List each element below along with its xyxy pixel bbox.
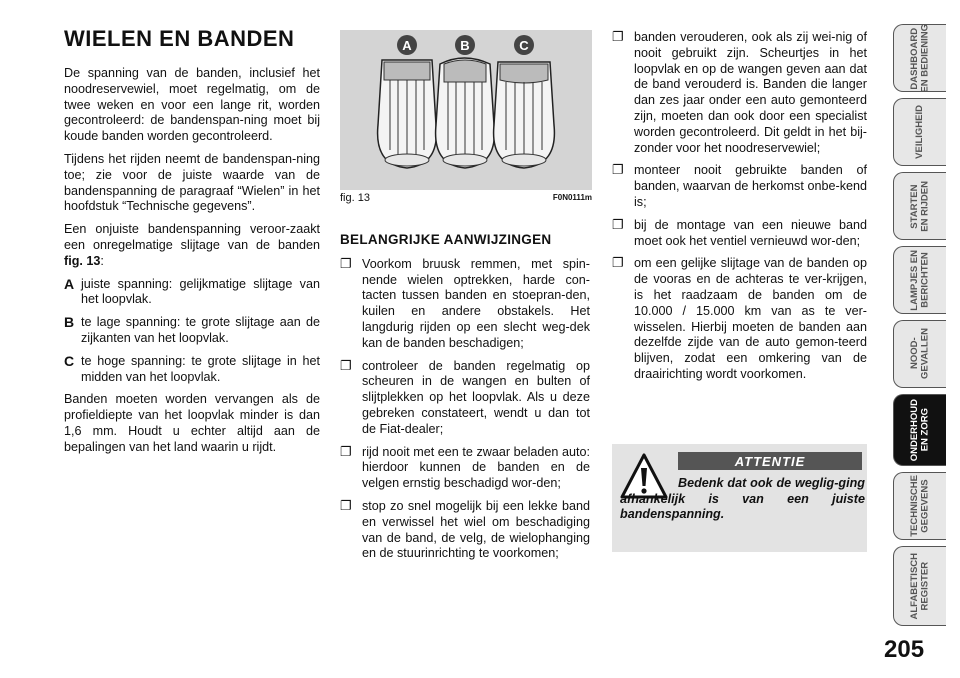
tire-a (378, 60, 437, 168)
paragraph: De spanning van de banden, inclusief het noodreservewiel, moet regelmatig, om de twee weken en voor een lange rit, worden gecontroleerd: de bandenspan-ning moet bij koude banden worden gecontroleerd. (64, 66, 320, 144)
tab-technische-gegevens[interactable] (893, 472, 946, 540)
list-item-text: stop zo snel mogelijk bij een lekke band en verwissel het wiel om beschadiging van de band, de velg, de wielophanging en de stuurinrichting te voorkomen; (362, 498, 590, 561)
tab-lampjes[interactable] (893, 246, 946, 314)
tab-label: ALFABETISCH REGISTER (908, 552, 930, 620)
figure-caption (340, 192, 592, 204)
paragraph-text: Een onjuiste bandenspanning veroor-zaakt een onregelmatige slijtage van de banden (64, 222, 320, 252)
tire-wear-figure (340, 30, 592, 190)
continued-column (612, 30, 867, 390)
list-item (340, 445, 590, 492)
page-title: WIELEN EN BANDEN (64, 26, 295, 51)
list-item (612, 256, 867, 382)
list-item (340, 499, 590, 562)
checkbox-bullet-icon: ❐ (340, 497, 352, 513)
intro-column (64, 66, 320, 463)
label-item (64, 277, 320, 309)
warning-text: Bedenk dat ook de weglig-ging afhankelijk is van een juiste bandenspanning. (620, 476, 865, 521)
label-text: te hoge spanning: te grote slijtage in het midden van het loopvlak. (81, 353, 320, 384)
tab-noodgevallen[interactable] (893, 320, 946, 388)
tire-c (494, 62, 555, 168)
marker-label: C (519, 38, 529, 53)
label-text: juiste spanning: gelijkmatige slijtage van het loopvlak. (81, 276, 320, 307)
list-item-text: om een gelijke slijtage van de banden op de vooras en de achteras te ver-krijgen, is het raadzaam de banden om de 10.000 / 15.000 km van as te ver-wisselen. Hierbij moeten de banden aan dezelfde zijde van de auto gemon-teerd blijven, zodat een omkering van de draairichting wordt voorkomen. (634, 256, 867, 381)
warning-box (612, 444, 867, 552)
figure-marker-b (455, 35, 475, 55)
checkbox-bullet-icon: ❐ (612, 216, 624, 232)
tab-label: LAMPJES EN BERICHTEN (908, 249, 930, 311)
tab-onderhoud[interactable] (893, 394, 946, 466)
tab-label: VEILIGHEID (913, 105, 925, 159)
tab-label: DASHBOARD EN BEDIENING (908, 23, 930, 93)
tab-label: TECHNISCHE GEGEVENS (908, 475, 930, 537)
list-item (340, 257, 590, 352)
paragraph: Tijdens het rijden neemt de bandenspan-ning toe; zie voor de juiste waarde van de bandenspanning de paragraaf “Wielen” in het hoofdstuk “Technische gegevens”. (64, 151, 320, 214)
figure-marker-a (397, 35, 417, 55)
paragraph (64, 222, 320, 269)
tab-label: ONDERHOUD EN ZORG (908, 398, 930, 462)
label-text: te lage spanning: te grote slijtage aan de zijkanten van het loopvlak. (81, 315, 320, 345)
checkbox-bullet-icon: ❐ (612, 162, 624, 178)
figure-caption-text: fig. 13 (340, 192, 370, 204)
tab-dashboard[interactable] (893, 24, 946, 92)
figure-reference-link[interactable]: fig. 13 (64, 253, 101, 268)
tire-b (436, 58, 495, 168)
list-item (612, 163, 867, 210)
checkbox-bullet-icon: ❐ (340, 443, 352, 459)
checkbox-bullet-icon: ❐ (340, 357, 352, 373)
marker-label: A (402, 38, 412, 53)
checkbox-bullet-icon: ❐ (612, 255, 624, 271)
label-key: A (64, 275, 75, 292)
paragraph: Banden moeten worden vervangen als de profieldiepte van het loopvlak minder is dan 1,6 mm. Houdt u echter altijd aan de bepalingen van het land waarin u rijdt. (64, 392, 320, 454)
instructions-column (340, 232, 590, 569)
checkbox-bullet-icon: ❐ (340, 255, 352, 271)
marker-label: B (460, 38, 470, 53)
list-item-text: monteer nooit gebruikte banden of banden, waarvan de herkomst onbe-kend is; (634, 163, 867, 209)
list-item-text: banden verouderen, ook als zij wei-nig of nooit gebruikt zijn. Scheurtjes in het loopvlak en op de wangen geven aan dat de band verouderd is. Banden die langer dan zes jaar onder een auto gemonteerd zijn, moeten dan ook door een specialist worden gecontroleerd. Dit geldt in het bij-zonder voor het noodreservewiel; (634, 30, 867, 155)
tab-alfabetisch-register[interactable] (893, 546, 946, 626)
tire-illustration (340, 30, 592, 190)
list-item-text: rijd nooit met een te zwaar beladen auto: hierdoor kunnen de banden en de velgen ernstig beschadigd wor-den; (362, 444, 590, 491)
list-item-text: bij de montage van een nieuwe band moet ook het ventiel vernieuwd wor-den; (634, 217, 867, 248)
section-heading: BELANGRIJKE AANWIJZINGEN (340, 232, 552, 247)
figure-code: F0N0111m (552, 193, 592, 202)
tab-starten[interactable] (893, 172, 946, 240)
page-number: 205 (884, 636, 925, 663)
list-item (612, 30, 867, 156)
label-item (64, 315, 320, 347)
warning-label: ATTENTIE (678, 452, 862, 470)
checkbox-bullet-icon: ❐ (612, 29, 624, 44)
label-key: B (64, 314, 75, 331)
tab-veiligheid[interactable] (893, 98, 946, 166)
label-item (64, 354, 320, 386)
tab-label: STARTEN EN RIJDEN (908, 180, 930, 232)
paragraph-colon: : (100, 253, 104, 268)
list-item-text: controleer de banden regelmatig op scheuren in de wangen en bulten of slijtplekken op het loopvlak. Als u deze gebreken constateert, wendt u dan tot de Fiat-dealer; (362, 358, 590, 436)
list-item-text: Voorkom bruusk remmen, met spin-nende wielen optrekken, harde con-tacten tussen banden en stoepran-den, kuilen en andere obstakels. Het langdurig rijden op een slecht weg-dek kan de banden beschadigen; (362, 256, 590, 350)
label-key: C (64, 352, 75, 369)
list-item (612, 218, 867, 250)
figure-marker-c (514, 35, 534, 55)
tab-label: NOOD- GEVALLEN (908, 328, 930, 380)
list-item (340, 359, 590, 438)
